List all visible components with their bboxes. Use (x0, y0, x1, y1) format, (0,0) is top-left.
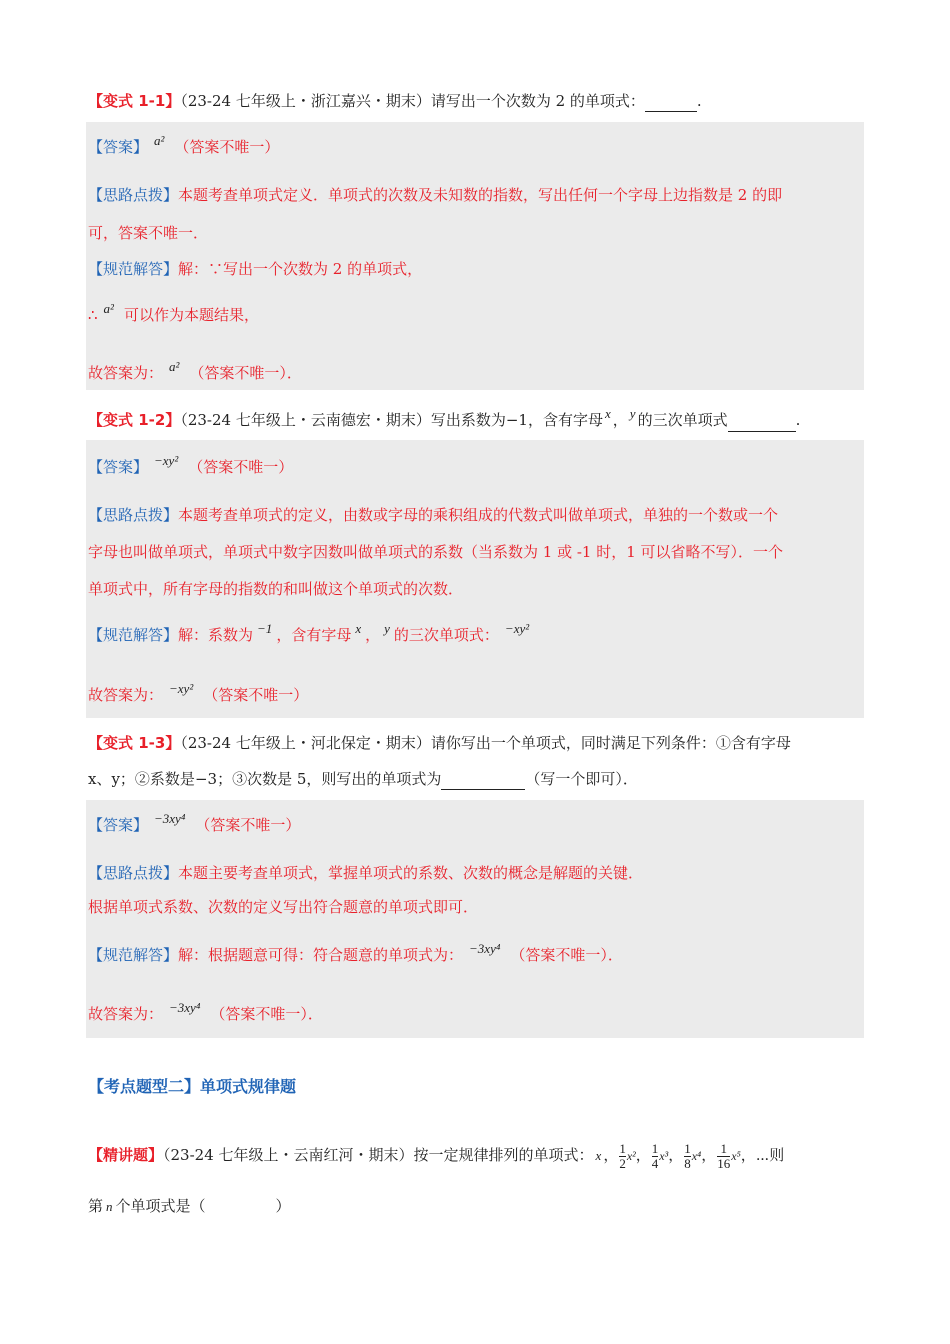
v11-tag: 【变式 1-1】 (88, 92, 181, 110)
v11-solution: 【规范解答】解：∵写出一个次数为 2 的单项式， (88, 260, 423, 278)
v12-hint-3: 单项式中，所有字母的指数的和叫做这个单项式的次数． (88, 580, 464, 598)
sequence-term-variable: x⁴ (691, 1149, 702, 1163)
sequence-term-variable: x⁵ (731, 1149, 741, 1163)
v13-hint-2: 根据单项式系数、次数的定义写出符合题意的单项式即可． (88, 898, 479, 916)
section-title: 【考点题型二】单项式规律题 (88, 1077, 297, 1096)
v13-question-2: x、y；②系数是−3；③次数是 5，则写出的单项式为 （写一个即可）． (88, 770, 638, 788)
sequence-term-variable: x³ (659, 1149, 669, 1163)
v11-question-text: （23-24 七年级上・浙江嘉兴・期末）请写出一个次数为 2 的单项式： (180, 92, 645, 110)
v12-answer-panel (86, 440, 864, 718)
v13-blank[interactable] (441, 775, 525, 790)
v13-hint: 【思路点拨】本题主要考查单项式，掌握单项式的系数、次数的概念是解题的关键． (88, 864, 644, 882)
v11-answer-math: a² (154, 133, 165, 148)
v11-solution-2: ∴ a² 可以作为本题结果， (88, 301, 259, 324)
v13-question: 【变式 1-3】（23-24 七年级上・河北保定・期末）请你写出一个单项式，同时满足下列条件：①含有字母 (88, 734, 791, 752)
v13-answer: 【答案】 −3xy⁴ （答案不唯一） (88, 811, 301, 834)
sequence-term-fraction: $\frac{1}{4}$ (651, 1140, 659, 1171)
v13-solution: 【规范解答】解：根据题意可得：符合题意的单项式为： −3xy⁴ （答案不唯一）． (88, 941, 623, 964)
jingjiang-question: 【精讲题】（23-24 七年级上・云南红河・期末）按一定规律排列的单项式： x ， $\frac{1}{2}$ x²， $\frac{1}{4}$ x³， $\frac{1}{8}$ x⁴， $\frac{1}{16}$ x⁵，⋯则 (88, 1140, 785, 1171)
v13-final-answer: 故答案为： −3xy⁴ （答案不唯一）． (88, 1000, 323, 1023)
v11-answer-panel (86, 122, 864, 390)
v12-blank[interactable] (728, 417, 796, 432)
v12-hint-2: 字母也叫做单项式，单项式中数字因数叫做单项式的系数（当系数为 1 或 -1 时，1 可以省略不写）．一个 (88, 543, 784, 561)
sequence-term-fraction: $\frac{1}{8}$ (684, 1140, 691, 1171)
v12-question: 【变式 1-2】（23-24 七年级上・云南德宏・期末）写出系数为−1，含有字母 x ， y 的三次单项式 . (88, 409, 800, 432)
v12-answer: 【答案】 −xy² （答案不唯一） (88, 453, 294, 476)
v11-blank[interactable] (645, 97, 697, 112)
v12-solution: 【规范解答】解：系数为 −1 ，含有字母 x ， y 的三次单项式： −xy² (88, 621, 530, 644)
sequence-terms: ， $\frac{1}{2}$ x²， $\frac{1}{4}$ x³， $\frac{1}{8}$ x⁴， $\frac{1}{16}$ x⁵ (603, 1140, 741, 1171)
sequence-term-fraction: $\frac{1}{16}$ (717, 1140, 731, 1171)
v12-final-answer: 故答案为： −xy² （答案不唯一） (88, 681, 309, 704)
v11-final-answer: 故答案为： a² （答案不唯一）． (88, 359, 302, 382)
v11-answer: 【答案】 a² （答案不唯一） (88, 133, 280, 156)
v13-answer-panel (86, 800, 864, 1038)
v11-question: 【变式 1-1】（23-24 七年级上・浙江嘉兴・期末）请写出一个次数为 2 的单项式： . (88, 92, 702, 110)
v11-hint: 【思路点拨】本题考查单项式定义．单项式的次数及未知数的指数，写出任何一个字母上边指数是 2 的即 (88, 186, 783, 204)
sequence-term-variable: x² (626, 1149, 636, 1163)
sequence-term-fraction: $\frac{1}{2}$ (619, 1140, 626, 1171)
jingjiang-question-2: 第 n 个单项式是（ ） (88, 1197, 291, 1215)
v12-hint: 【思路点拨】本题考查单项式的定义，由数或字母的乘积组成的代数式叫做单项式，单独的一个数或一个 (88, 506, 779, 524)
v11-hint-2: 可，答案不唯一． (88, 224, 209, 242)
